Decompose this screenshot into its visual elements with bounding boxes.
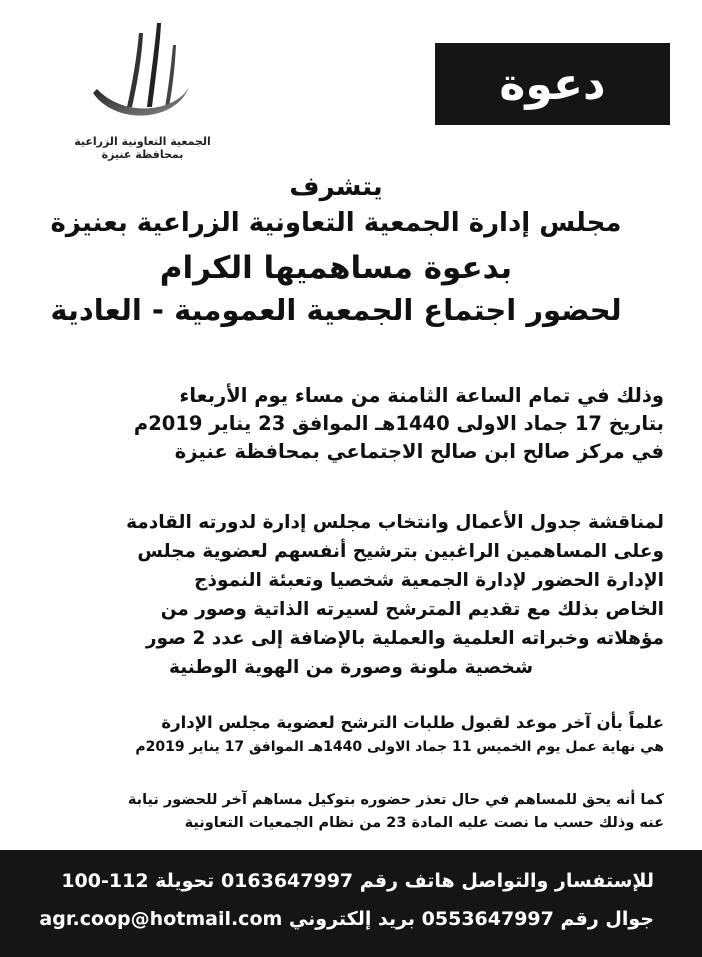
- paragraph-line: في مركز صالح ابن صالح الاجتماعي بمحافظة عنيزة: [174, 440, 664, 463]
- agenda-paragraph: [38, 508, 664, 682]
- paragraph-line: وذلك في تمام الساعة الثامنة من مساء يوم الأربعاء: [179, 384, 664, 407]
- proxy-paragraph: [38, 789, 664, 835]
- paragraph-line: لمناقشة جدول الأعمال وانتخاب مجلس إدارة لدورته القادمة: [126, 512, 664, 533]
- paragraph-line: وعلى المساهمين الراغبين بترشيح أنفسهم لعضوية مجلس: [137, 541, 664, 562]
- paragraph-line: شخصية ملونة وصورة من الهوية الوطنية: [168, 657, 534, 678]
- paragraph-line: مؤهلاته وخبراته العلمية والعملية بالإضافة إلى عدد 2 صور: [145, 628, 664, 649]
- meeting-time-paragraph: [38, 382, 664, 466]
- heading-line-3: بدعوة مساهميها الكرام: [159, 250, 513, 286]
- contact-footer: [0, 850, 702, 957]
- paragraph-line: كما أنه يحق للمساهم في حال تعذر حضوره بتوكيل مساهم آخر للحضور نيابة: [127, 792, 664, 808]
- paragraph-line: هي نهاية عمل يوم الخميس 11 جماد الاولى 1440هـ الموافق 17 يناير 2019م: [135, 739, 664, 755]
- contact-phone-line: للإستفسار والتواصل هاتف رقم 0163647997 تحويلة 112-100: [61, 870, 654, 892]
- paragraph-line: الخاص بذلك مع تقديم المترشح لسيرته الذاتية وصور من: [160, 599, 664, 620]
- heading-line-4: لحضور اجتماع الجمعية العمومية - العادية: [50, 293, 622, 327]
- paragraph-line: الإدارة الحضور لإدارة الجمعية شخصيا وتعبئة النموذج: [194, 570, 664, 591]
- title-banner: [435, 43, 670, 125]
- logo-org-name: الجمعية التعاونية الزراعية بمحافظة عنيزة: [74, 135, 211, 161]
- logo-emblem-icon: [85, 15, 195, 125]
- contact-email-line: جوال رقم 0553647997 بريد إلكتروني agr.coop@hotmail.com: [39, 908, 654, 930]
- paragraph-line: عنه وذلك حسب ما نصت عليه المادة 23 من نظام الجمعيات التعاونية: [184, 815, 664, 831]
- organization-logo: [55, 15, 230, 161]
- paragraph-line: علماً بأن آخر موعد لقبول طلبات الترشح لعضوية مجلس الإدارة: [161, 713, 664, 732]
- heading-line-2: مجلس إدارة الجمعية التعاونية الزراعية بعنيزة: [50, 208, 622, 238]
- heading-line-1: يتشرف: [289, 172, 383, 202]
- page-title: دعوة: [499, 58, 606, 110]
- deadline-paragraph: [38, 710, 664, 760]
- paragraph-line: بتاريخ 17 جماد الاولى 1440هـ الموافق 23 يناير 2019م: [133, 412, 664, 435]
